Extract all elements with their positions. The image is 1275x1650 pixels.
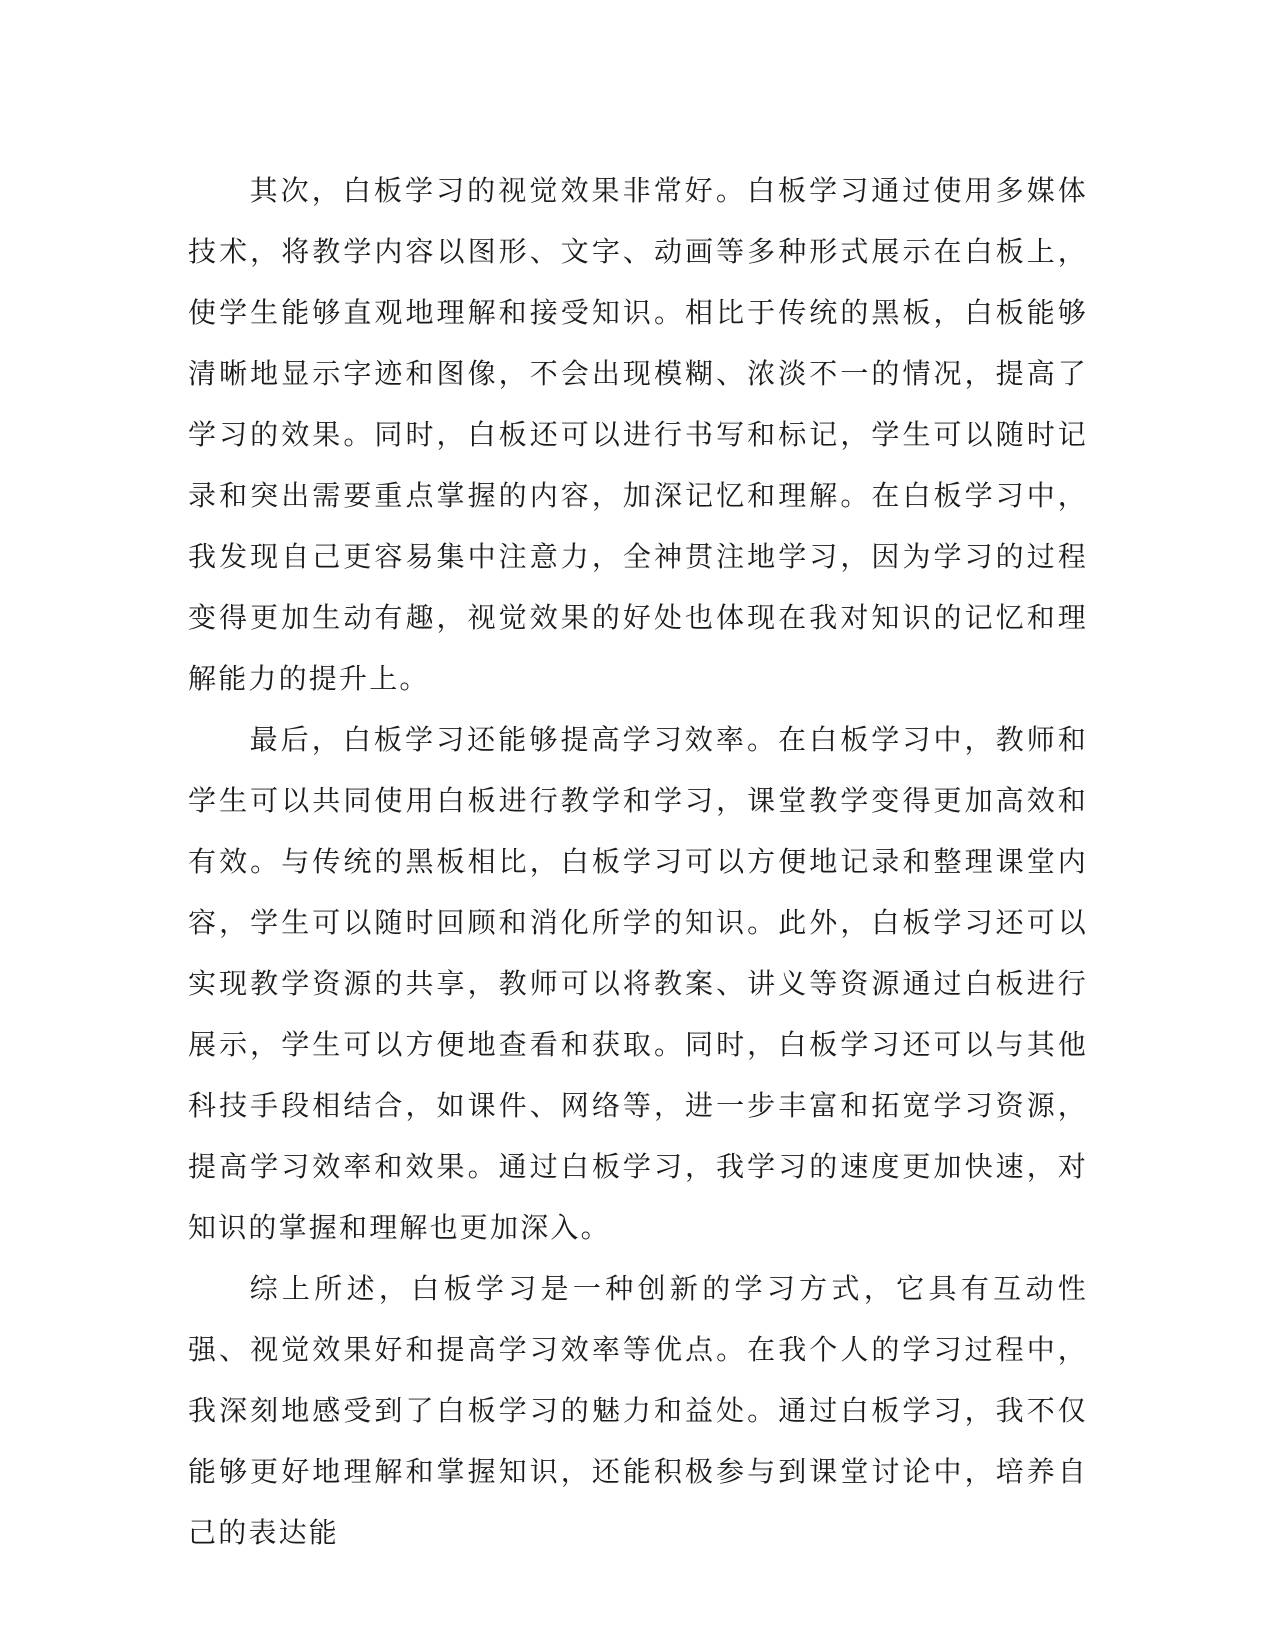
- paragraph-summary: 综上所述，白板学习是一种创新的学习方式，它具有互动性强、视觉效果好和提高学习效率等优点。在我个人的学习过程中，我深刻地感受到了白板学习的魅力和益处。通过白板学习，我不仅能够更好地理解和掌握知识，还能积极参与到课堂讨论中，培养自己的表达能: [188, 1272, 1088, 1549]
- body-text: [188, 160, 1088, 1563]
- paragraph-visual-effect: 其次，白板学习的视觉效果非常好。白板学习通过使用多媒体技术，将教学内容以图形、文字、动画等多种形式展示在白板上，使学生能够直观地理解和接受知识。相比于传统的黑板，白板能够清晰地显示字迹和图像，不会出现模糊、浓淡不一的情况，提高了学习的效果。同时，白板还可以进行书写和标记，学生可以随时记录和突出需要重点掌握的内容，加深记忆和理解。在白板学习中，我发现自己更容易集中注意力，全神贯注地学习，因为学习的过程变得更加生动有趣，视觉效果的好处也体现在我对知识的记忆和理解能力的提升上。: [188, 174, 1088, 695]
- paragraph-efficiency: 最后，白板学习还能够提高学习效率。在白板学习中，教师和学生可以共同使用白板进行教学和学习，课堂教学变得更加高效和有效。与传统的黑板相比，白板学习可以方便地记录和整理课堂内容，学生可以随时回顾和消化所学的知识。此外，白板学习还可以实现教学资源的共享，教师可以将教案、讲义等资源通过白板进行展示，学生可以方便地查看和获取。同时，白板学习还可以与其他科技手段相结合，如课件、网络等，进一步丰富和拓宽学习资源，提高学习效率和效果。通过白板学习，我学习的速度更加快速，对知识的掌握和理解也更加深入。: [188, 723, 1088, 1244]
